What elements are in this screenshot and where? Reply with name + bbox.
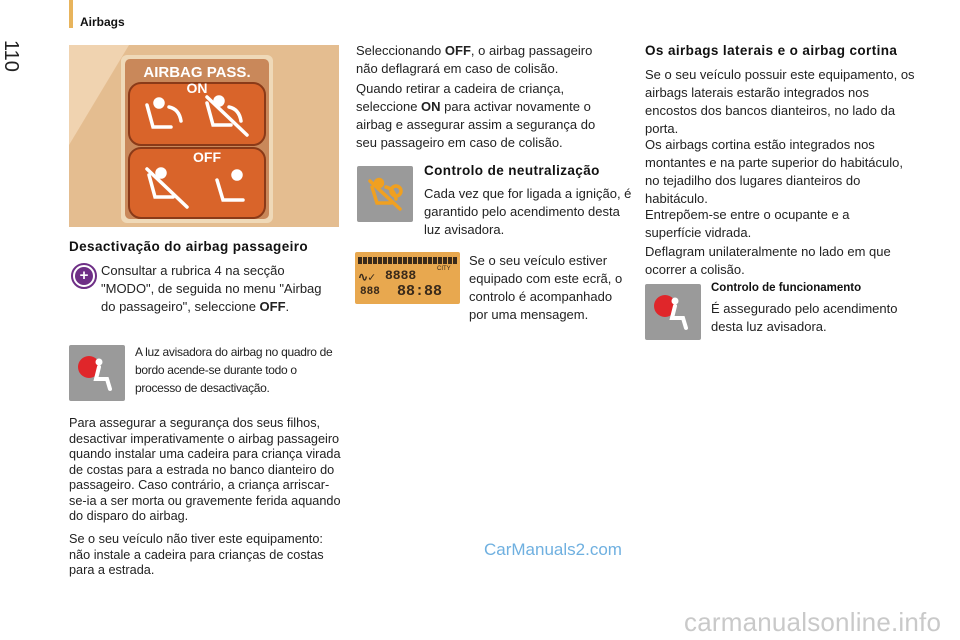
side-airbags-text: Se o seu veículo possuir este equipamento, os airbags laterais estarão integrados nos encostos dos bancos dianteiros, no lado da porta.: [645, 67, 915, 136]
interpose-text: Entrepõem-se entre o ocupante e a superfície vidrada.: [645, 207, 850, 240]
on-text-bold: ON: [421, 99, 441, 114]
lcd-city-label: CITY: [437, 266, 451, 272]
panel-off-label: OFF: [193, 149, 221, 165]
carmanuals2-watermark: CarManuals2.com: [484, 540, 622, 559]
multifunction-display-icon: ∿✓ 8888 CITY 888 88:88: [355, 252, 460, 304]
operation-check-text: É assegurado pelo acendimento desta luz avisadora.: [711, 301, 898, 334]
airbag-fault-warning-icon: [645, 284, 701, 340]
panel-title: AIRBAG PASS.: [143, 64, 251, 81]
screen-message-text: Se o seu veículo estiver equipado com este ecrã, o controlo é acompanhado por uma mensagem.: [469, 253, 623, 322]
deploy-text: Deflagram unilateralmente no lado em que ocorrer a colisão.: [645, 244, 891, 277]
off-selection-text: [356, 42, 616, 78]
on-text-2: para activar novamente o airbag e assegurar assim a segurança do seu passageiro em caso de colisão.: [356, 99, 596, 150]
on-text-1: Quando retirar a cadeira de criança, seleccione: [356, 81, 565, 114]
operation-check-heading: Controlo de funcionamento: [711, 282, 862, 294]
section-accent-bar: [69, 0, 73, 28]
lcd-small-digits: 888: [360, 286, 380, 298]
deactivation-warning-note: A luz avisadora do airbag no quadro de bordo acende-se durante todo o processo de desactivação.: [135, 345, 333, 395]
airbag-switch-illustration: [69, 45, 339, 227]
lcd-clock-digits: 88:88: [397, 283, 443, 300]
instruction-text: Consultar a rubrica 4 na secção "MODO", de seguida no menu "Airbag do passageiro", seleccione: [101, 263, 322, 314]
airbag-warning-light-icon: [69, 345, 125, 401]
lcd-digits-top: 8888: [385, 268, 417, 283]
deactivation-heading: Desactivação do airbag passageiro: [69, 239, 309, 254]
off-text-2: , o airbag passageiro não deflagrará em caso de colisão.: [356, 43, 593, 76]
page-number: 110: [0, 40, 22, 72]
airbag-switch-photo: [69, 45, 339, 227]
instruction-end: .: [285, 299, 290, 314]
off-text-bold: OFF: [444, 43, 471, 58]
passenger-airbag-off-icon: [357, 166, 413, 222]
neutralization-heading: Controlo de neutralização: [424, 163, 600, 178]
panel-on-label: ON: [186, 80, 208, 96]
deactivation-instruction: [101, 262, 331, 316]
curtain-airbags-text: Os airbags cortina estão integrados nos montantes e na parte superior do habitáculo, no tejadilho dos lugares dianteiros do habitáculo.: [645, 137, 904, 206]
section-title: Airbags: [80, 15, 125, 29]
on-selection-text: [356, 80, 616, 152]
instruction-off: OFF: [259, 299, 286, 314]
carmanualsonline-watermark: carmanualsonline.info: [684, 607, 942, 637]
neutralization-text: Cada vez que for ligada a ignição, é garantido pelo acendimento desta luz avisadora.: [424, 186, 632, 237]
off-text-1: Seleccionando: [356, 43, 445, 58]
child-seat-safety-text: Para assegurar a segurança dos seus filhos, desactivar imperativamente o airbag passageiro quando instalar uma cadeira para criança virada de costas para a estrada no banco dianteiro do passageiro. Caso contrário, a criança arriscar-se-ia a ser morta ou gravemente ferida aquando do disparo do airbag.: [69, 416, 341, 523]
child-seat-no-equipment-text: Se o seu veículo não tiver este equipamento: não instale a cadeira para crianças de costas para a estrada.: [69, 532, 324, 577]
info-plus-icon: +: [71, 263, 97, 289]
side-curtain-airbags-heading: Os airbags laterais e o airbag cortina: [645, 43, 898, 58]
